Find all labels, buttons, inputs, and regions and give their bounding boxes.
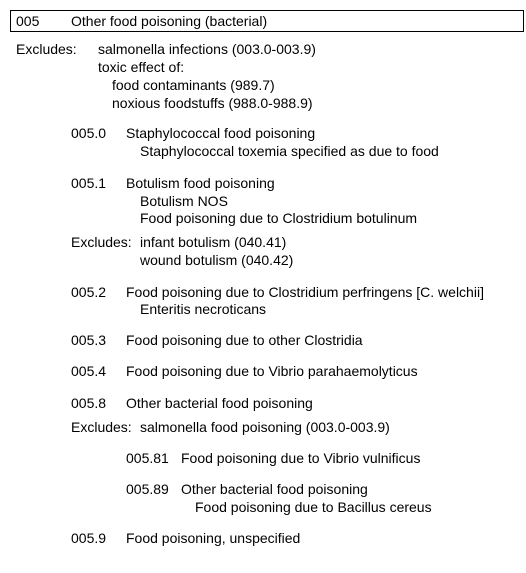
subcode-title: Other bacterial food poisoning (126, 395, 313, 411)
main-excludes-label: Excludes: (16, 41, 77, 57)
inclusion-term: Botulism NOS (140, 193, 228, 209)
subcode-title: Staphylococcal food poisoning (126, 125, 316, 141)
excludes-label: Excludes: (71, 419, 132, 435)
excludes-term: wound botulism (040.42) (140, 252, 294, 268)
subcode-title: Food poisoning due to Clostridium perfringens [C. welchii] (126, 284, 484, 300)
category-code: 005 (16, 13, 40, 29)
inclusion-term: Food poisoning due to Clostridium botulinum (140, 210, 418, 226)
inclusion-term: Staphylococcal toxemia specified as due to food (140, 143, 439, 159)
excludes-term: salmonella food poisoning (003.0-003.9) (140, 419, 390, 435)
subcode-005-81: 005.81 (126, 450, 169, 466)
subcode-title: Food poisoning, unspecified (126, 530, 301, 546)
main-excludes-line: salmonella infections (003.0-003.9) (98, 41, 316, 57)
subcode-title: Food poisoning due to Vibrio parahaemolyticus (126, 363, 418, 379)
excludes-label: Excludes: (71, 234, 132, 250)
subcode-005-3: 005.3 (71, 332, 107, 348)
inclusion-term: Enteritis necroticans (140, 301, 267, 317)
subcode-title: Other bacterial food poisoning (181, 481, 368, 497)
subcode-005-0: 005.0 (71, 125, 107, 141)
main-excludes-line: toxic effect of: (98, 59, 185, 75)
subcode-005-9: 005.9 (71, 530, 107, 546)
inclusion-term: Food poisoning due to Bacillus cereus (195, 499, 432, 515)
subcode-005-1: 005.1 (71, 175, 107, 191)
subcode-005-8: 005.8 (71, 395, 107, 411)
subcode-005-2: 005.2 (71, 284, 107, 300)
subcode-title: Food poisoning due to Vibrio vulnificus (181, 450, 421, 466)
subcode-005-89: 005.89 (126, 481, 169, 497)
subcode-title: Botulism food poisoning (126, 175, 275, 191)
excludes-term: infant botulism (040.41) (140, 234, 287, 250)
main-excludes-line: noxious foodstuffs (988.0-988.9) (112, 95, 313, 111)
main-excludes-line: food contaminants (989.7) (112, 77, 275, 93)
subcode-005-4: 005.4 (71, 363, 107, 379)
subcode-title: Food poisoning due to other Clostridia (126, 332, 363, 348)
category-title: Other food poisoning (bacterial) (71, 13, 268, 29)
